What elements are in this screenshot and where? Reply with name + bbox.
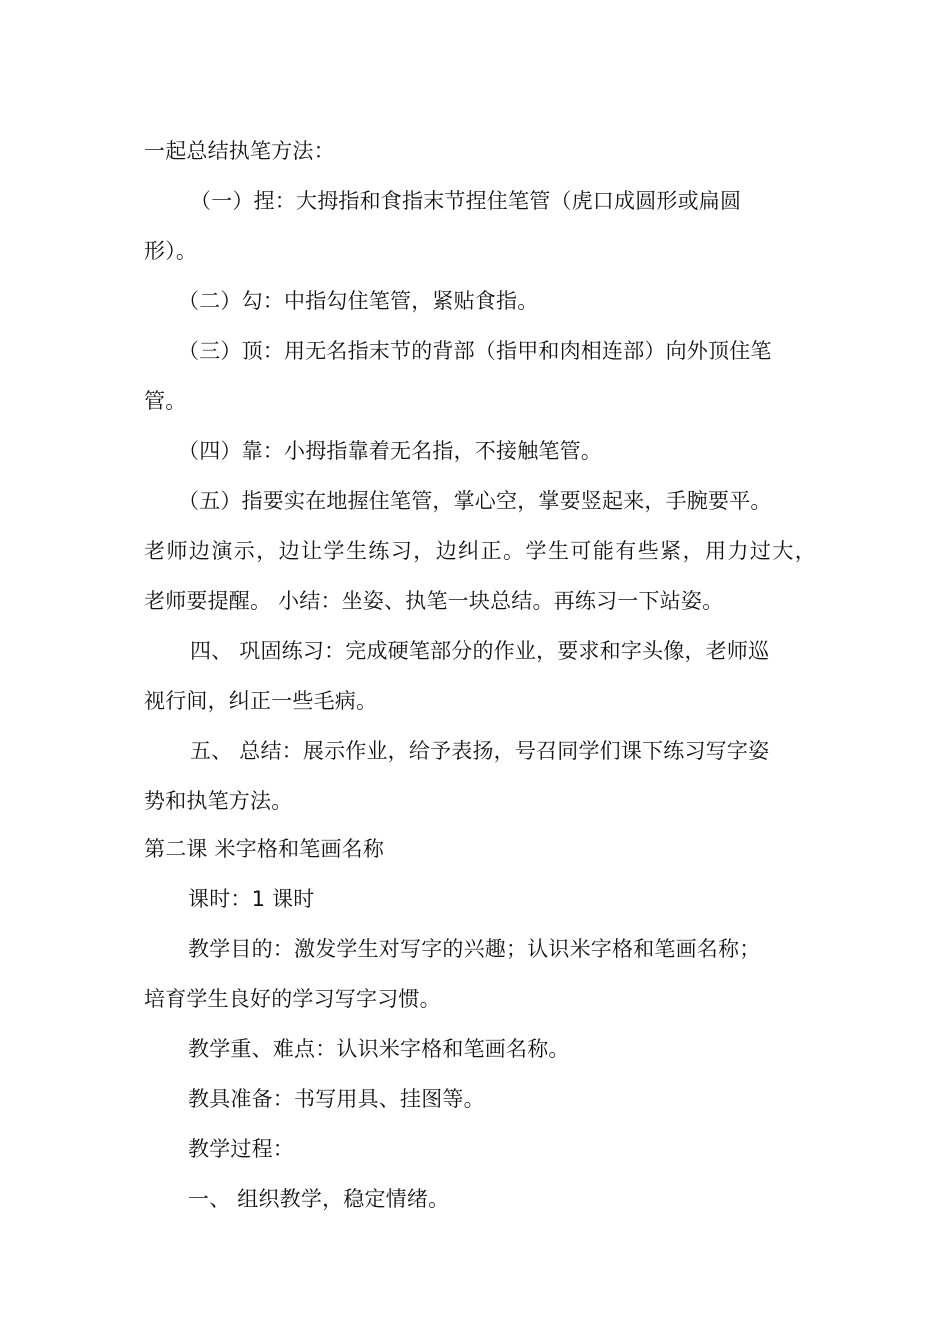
- text-line: （一）捏：大拇指和食指末节捏住笔管（虎口成圆形或扁圆: [190, 189, 742, 213]
- text-line: 管。: [144, 389, 187, 413]
- text-line: （三）顶：用无名指末节的背部（指甲和肉相连部）向外顶住笔: [178, 339, 772, 363]
- text-line: （五）指要实在地握住笔管，掌心空，掌要竖起来，手腕要平。: [178, 489, 772, 513]
- text-line: 五、 总结：展示作业，给予表扬，号召同学们课下练习写字姿: [190, 739, 770, 763]
- text-line: 教学过程：: [188, 1137, 294, 1161]
- text-line: 老师边演示，边让学生练习，边纠正。学生可能有些紧，用力过大，: [144, 539, 816, 563]
- text-line: 课时：1 课时: [188, 887, 315, 911]
- text-line: 形）。: [144, 239, 198, 263]
- text-line: 教学重、难点：认识米字格和笔画名称。: [188, 1037, 570, 1061]
- text-line: （二）勾：中指勾住笔管，紧贴食指。: [178, 289, 539, 313]
- text-line: 视行间，纠正一些毛病。: [144, 689, 378, 713]
- lesson-heading: 第二课 米字格和笔画名称: [144, 837, 385, 861]
- text-line: 四、 巩固练习：完成硬笔部分的作业，要求和字头像，老师巡: [190, 639, 770, 663]
- text-line: 一起总结执笔方法：: [144, 139, 335, 163]
- text-line: 教具准备：书写用具、挂图等。: [188, 1087, 485, 1111]
- text-line: （四）靠：小拇指靠着无名指，不接触笔管。: [178, 439, 602, 463]
- text-line: 教学目的：激发学生对写字的兴趣；认识米字格和笔画名称；: [188, 937, 761, 961]
- text-line: 一、 组织教学，稳定情绪。: [188, 1187, 450, 1211]
- text-line: 老师要提醒。 小结：坐姿、执笔一块总结。再练习一下站姿。: [144, 589, 724, 613]
- text-line: 势和执笔方法。: [144, 789, 293, 813]
- text-line: 培育学生良好的学习写字习惯。: [144, 987, 441, 1011]
